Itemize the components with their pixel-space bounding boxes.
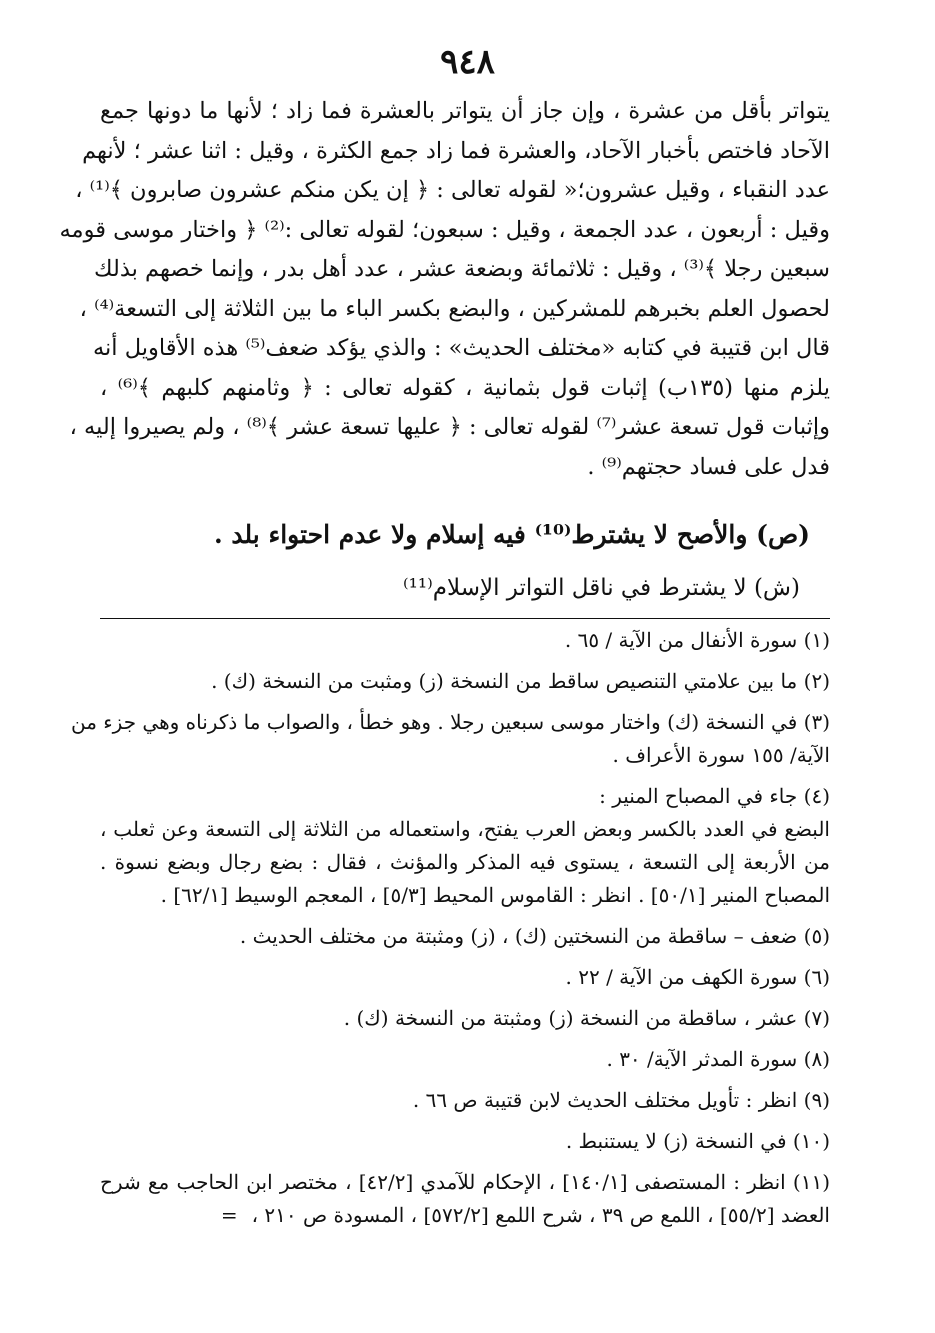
footnote-quote-line: من الأربعة إلى التسعة ، يستوى فيه المذكر والمؤنث ، فقال : بضع رجال وبضع نسوة . [100, 850, 830, 874]
footnote-2 [100, 665, 830, 698]
footnotes [70, 624, 830, 1240]
footnote-text: (٧) عشر ، ساقطة من النسخة (ز) ومثبتة من النسخة (ك) . [343, 1006, 830, 1030]
page-number: ٩٤٨ [440, 42, 495, 82]
footnote-quote-line: البضع في العدد بالكسر وبعض العرب يفتح، واستعماله من الثلاثة إلى التسعة وعن ثعلب ، [100, 817, 830, 841]
footnote-text: الآية/ ١٥٥ سورة الأعراف . [612, 743, 830, 767]
footnote-4 [100, 780, 830, 912]
footnote-9 [100, 1084, 830, 1117]
footnote-text: (٤) جاء في المصباح المنير : [599, 784, 830, 808]
body-line: وإثبات قول تسعة عشر⁽⁷⁾ لقوله تعالى : ﴿ عليها تسعة عشر ﴾⁽⁸⁾ ، ولم يصيروا إليه ، [69, 414, 830, 440]
footnote-1 [100, 624, 830, 657]
footnote-text: (٨) سورة المدثر الآية/ ٣٠ . [606, 1047, 830, 1071]
footnote-text: العضد [٥٥/٢] ، اللمع ص ٣٩ ، شرح اللمع [٥٧٢/٢] ، المسودة ص ٢١٠ ، [251, 1203, 830, 1227]
body-line: عدد النقباء ، وقيل عشرون؛« لقوله تعالى : ﴿ إن يكن منكم عشرون صابرون ﴾⁽¹⁾ ، [75, 177, 830, 203]
footnote-divider [100, 618, 830, 619]
footnote-text: (٥) ضعف – ساقطة من النسختين (ك) ، (ز) ومثبتة من مختلف الحديث . [239, 924, 830, 948]
body-line: وقيل : أربعون ، عدد الجمعة ، وقيل : سبعون؛ لقوله تعالى :⁽²⁾ ﴿ واختار موسى قومه [59, 216, 830, 243]
footnote-11 [100, 1166, 830, 1232]
body-line: الآحاد فاختص بأخبار الآحاد، والعشرة فما زاد جمع الكثرة ، وقيل : اثنا عشر ؛ لأنهم [82, 137, 830, 164]
main-text [59, 92, 830, 487]
footnote-6 [100, 961, 830, 994]
footnote-quote-line: المصباح المنير [٥٠/١] . انظر : القاموس المحيط [٥/٣] ، المعجم الوسيط [٦٢/١] . [160, 883, 830, 907]
footnote-text: (٦) سورة الكهف من الآية / ٢٢ . [565, 965, 830, 989]
footnote-10 [100, 1125, 830, 1158]
body-line: يتواتر بأقل من عشرة ، وإن جاز أن يتواتر بالعشرة فما زاد ؛ لأنها ما دونها جمع [100, 98, 830, 124]
footnote-8 [100, 1043, 830, 1076]
body-line: يلزم منها (١٣٥ب) إثبات قول بثمانية ، كقوله تعالى : ﴿ وثامنهم كلبهم ﴾⁽⁶⁾ ، [100, 374, 830, 401]
body-line: سبعين رجلا ﴾⁽³⁾ ، وقيل : ثلاثمائة وبضعة عشر ، عدد أهل بدر ، وإنما خصهم بذلك [94, 256, 830, 282]
footnote-5 [100, 920, 830, 953]
footnote-text-last [100, 1199, 830, 1232]
continuation-mark: = [220, 1203, 238, 1227]
body-line: فدل على فساد حجتهم⁽⁹⁾ . [587, 453, 830, 480]
sharh-statement: (ش) لا يشترط في ناقل التواتر الإسلام⁽¹¹⁾ [402, 575, 800, 601]
body-line: قال ابن قتيبة في كتابه «مختلف الحديث» : والذي يؤكد ضعف⁽⁵⁾ هذه الأقاويل أنه [92, 335, 830, 361]
footnote-text: (٩) انظر : تأويل مختلف الحديث لابن قتيبة ص ٦٦ . [412, 1088, 830, 1112]
footnote-7 [100, 1002, 830, 1035]
footnote-3 [70, 706, 830, 772]
footnote-text: (٣) في النسخة (ك) واختار موسى سبعين رجلا . وهو خطأ ، والصواب ما ذكرناه وهي جزء من [70, 710, 830, 734]
footnote-text: (١) سورة الأنفال من الآية / ٦٥ . [564, 628, 830, 652]
footnote-text: (١٠) في النسخة (ز) لا يستنبط . [565, 1129, 830, 1153]
matn-statement: (ص) والأصح لا يشترط⁽¹⁰⁾ فيه إسلام ولا عدم احتواء بلد . [214, 520, 810, 549]
footnote-text: (٢) ما بين علامتي التنصيص ساقط من النسخة (ز) ومثبت من النسخة (ك) . [211, 669, 830, 693]
body-line: لحصول العلم بخبرهم للمشركين ، والبضع بكسر الباء ما بين الثلاثة إلى التسعة⁽⁴⁾ ، [79, 295, 830, 322]
footnote-text: (١١) انظر : المستصفى [١٤٠/١] ، الإحكام للآمدي [٤٢/٢] ، مختصر ابن الحاجب مع شرح [100, 1170, 830, 1194]
